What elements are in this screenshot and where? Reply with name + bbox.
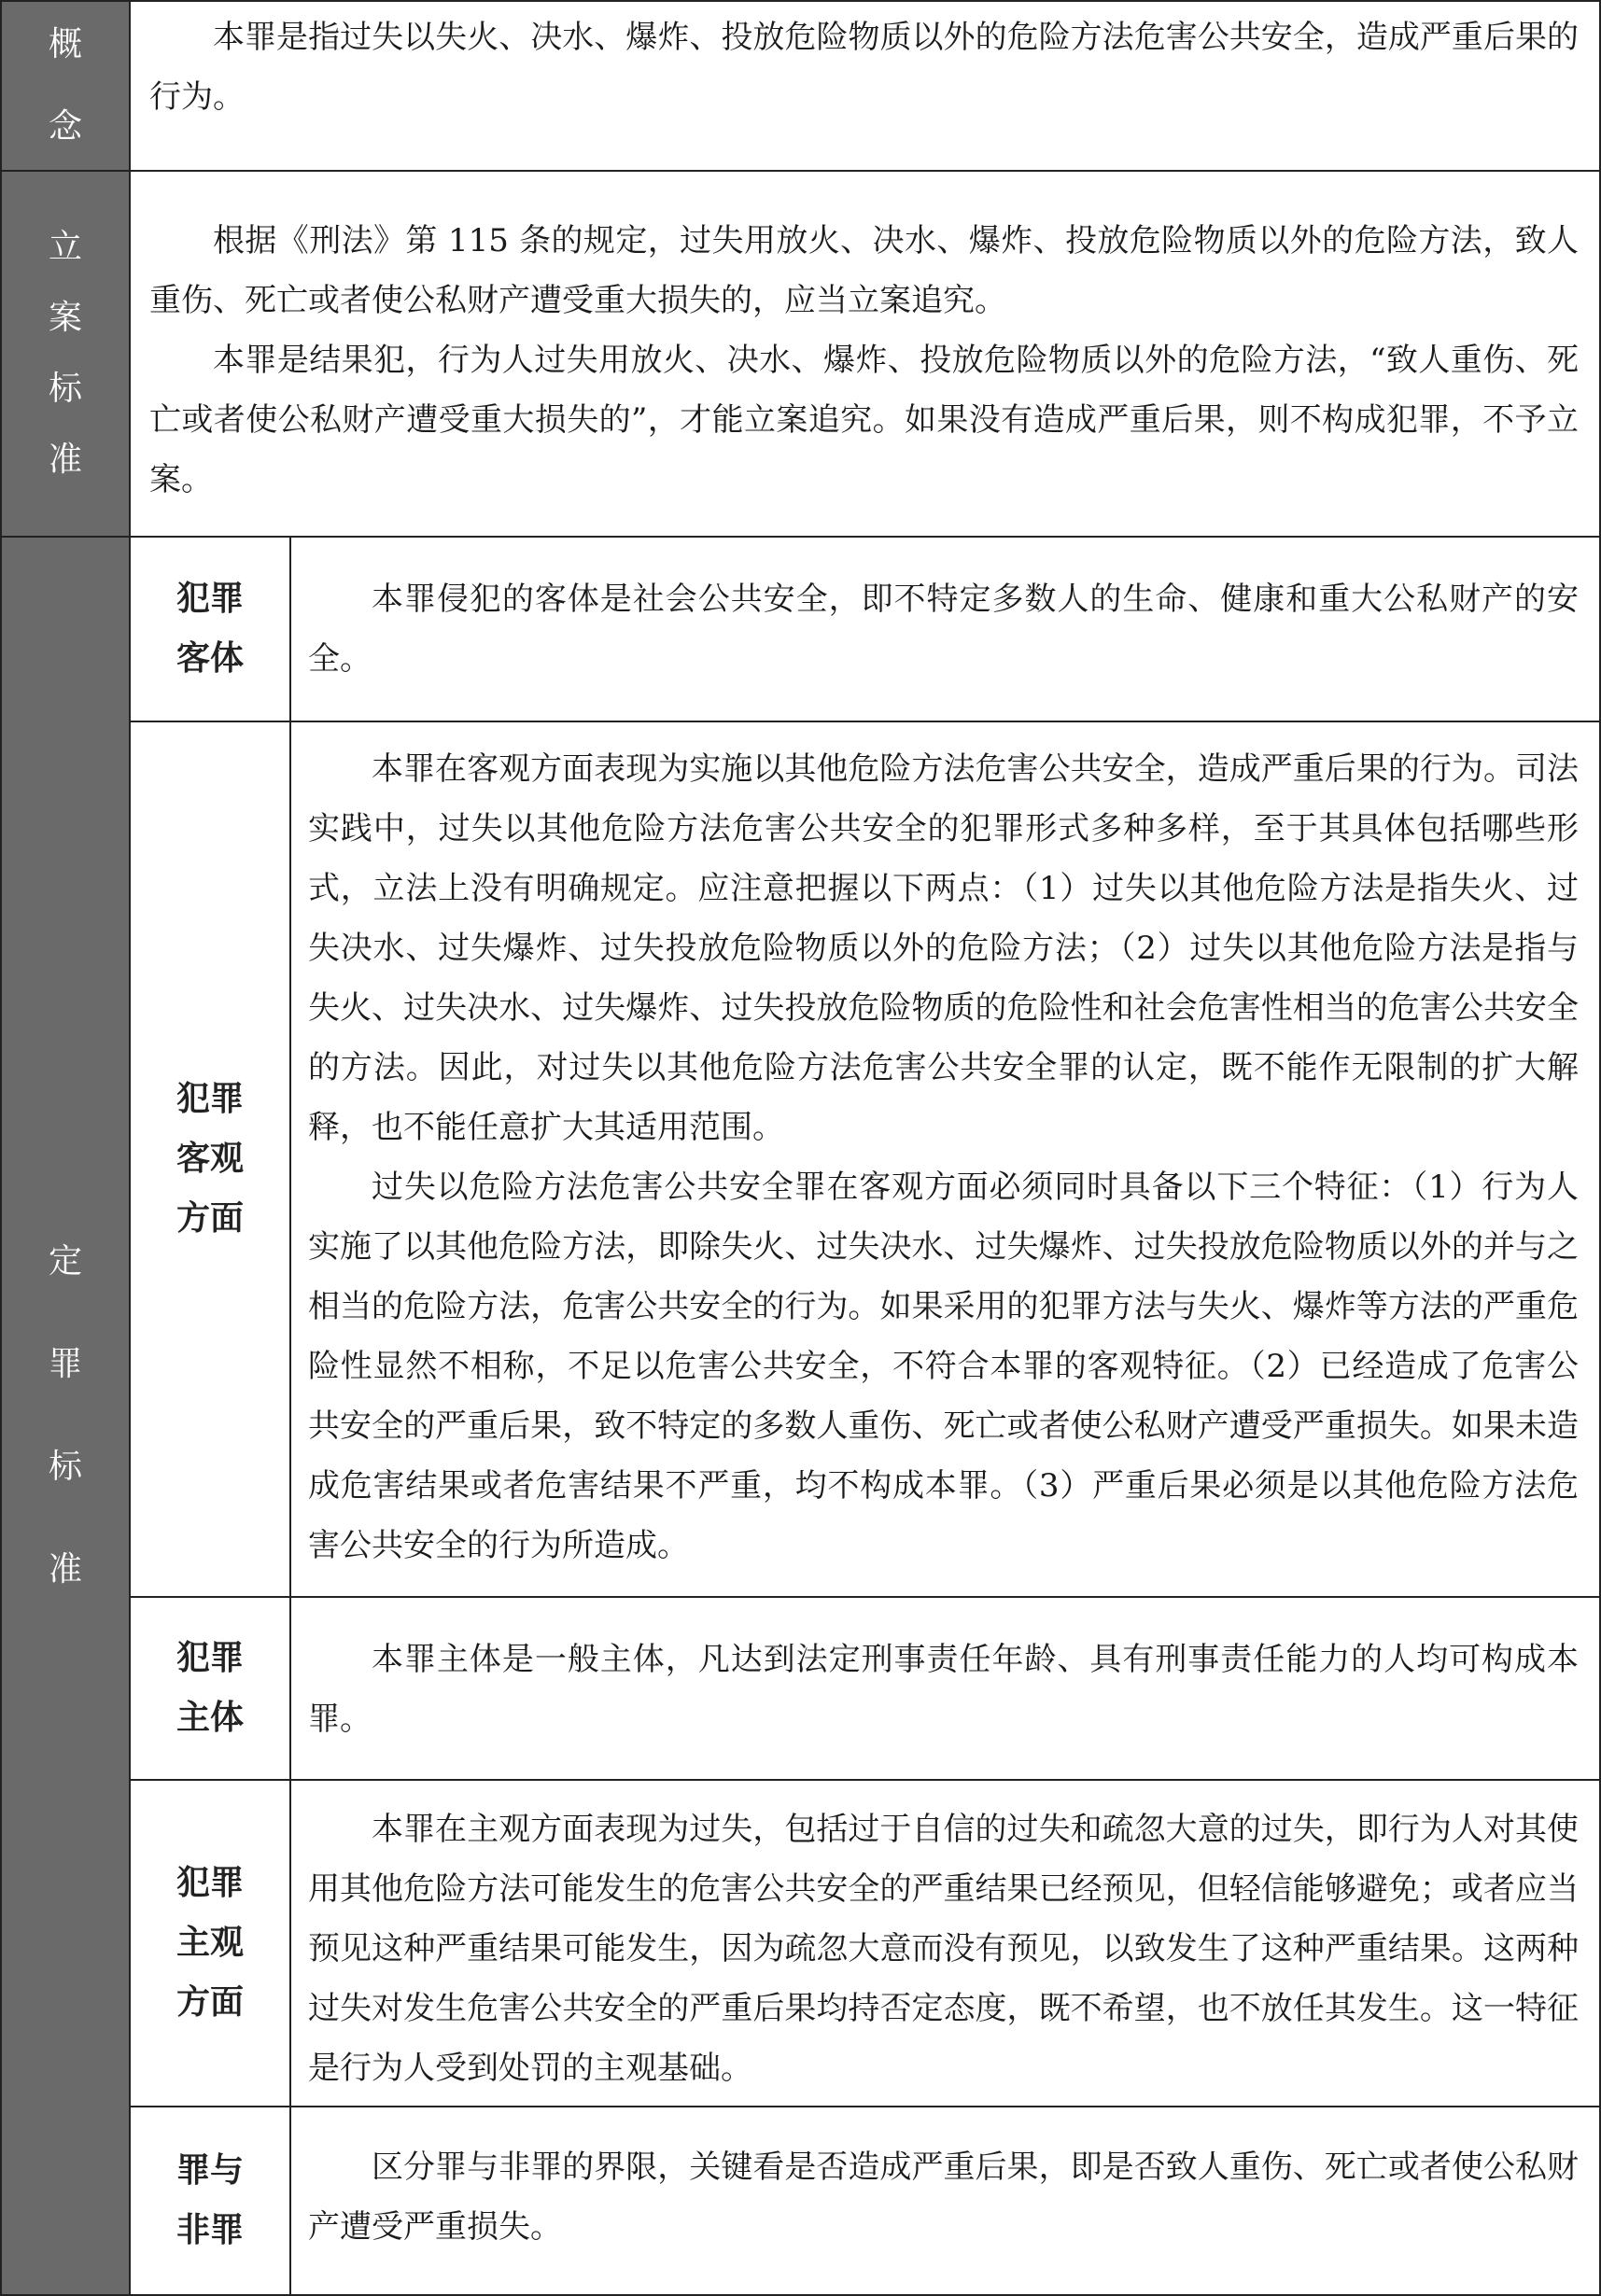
label-crime-subject (131, 1598, 289, 1779)
filing-paragraph-1: 根据《刑法》第 115 条的规定，过失用放火、决水、爆炸、投放危险物质以外的危险方法，致人重伤、死亡或者使公私财产遭受重大损失的，应当立案追究。 (149, 222, 1579, 319)
divider-vertical (129, 0, 131, 2296)
header-conviction-standard (2, 538, 129, 2294)
concept-paragraph-1: 本罪是指过失以失火、决水、爆炸、投放危险物质以外的危险方法危害公共安全，造成严重后果的行为。 (149, 19, 1579, 116)
filing-text (131, 211, 1599, 528)
header-char: 案 (48, 299, 82, 337)
objective-aspect-text (291, 739, 1599, 1592)
objective-aspect-paragraph-1: 本罪在客观方面表现为实施以其他危险方法危害公共安全，造成严重后果的行为。司法实践中，过失以其他危险方法危害公共安全的犯罪形式多种多样，至于其具体包括哪些形式，立法上没有明确规定。应注意把握以下两点：（1）过失以其他危险方法是指失火、过失决水、过失爆炸、过失投放危险物质以外的危险方法；（2）过失以其他危险方法是指与失火、过失决水、过失爆炸、过失投放危险物质的危险性和社会危害性相当的危害公共安全的方法。因此，对过失以其他危险方法危害公共安全罪的认定，既不能作无限制的扩大解释，也不能任意扩大其适用范围。 (308, 750, 1579, 1146)
label-objective-aspect (131, 722, 289, 1596)
label-line: 非罪 (176, 2211, 244, 2249)
divider-horizontal (129, 2106, 1601, 2107)
crime-object-paragraph-1: 本罪侵犯的客体是社会公共安全，即不特定多数人的生命、健康和重大公私财产的安全。 (308, 581, 1579, 678)
label-line: 犯罪 (176, 1639, 244, 1677)
label-subjective-aspect (131, 1781, 289, 2106)
crime-object-text (291, 569, 1599, 719)
label-crime-object (131, 538, 289, 721)
divider-horizontal (0, 536, 1601, 538)
concept-text (131, 7, 1599, 168)
divider-horizontal (129, 721, 1601, 722)
crime-vs-noncrime-text (291, 2137, 1599, 2292)
header-filing-standard (2, 172, 129, 536)
filing-paragraph-2: 本罪是结果犯，行为人过失用放火、决水、爆炸、投放危险物质以外的危险方法，“致人重伤、死亡或者使公私财产遭受重大损失的”，才能立案追究。如果没有造成严重后果，则不构成犯罪，不予立案。 (149, 342, 1579, 498)
header-concept (2, 2, 129, 170)
label-line: 犯罪 (176, 1080, 244, 1118)
subjective-aspect-paragraph-1: 本罪在主观方面表现为过失，包括过于自信的过失和疏忽大意的过失，即行为人对其使用其他危险方法可能发生的危害公共安全的严重结果已经预见，但轻信能够避免；或者应当预见这种严重结果可能发生，因为疏忽大意而没有预见，以致发生了这种严重结果。这两种过失对发生危害公共安全的严重后果均持否定态度，既不希望，也不放任其发生。这一特征是行为人受到处罚的主观基础。 (308, 1811, 1579, 2087)
label-line: 方面 (176, 1199, 244, 1238)
header-char: 罪 (48, 1345, 82, 1383)
crime-vs-noncrime-paragraph-1: 区分罪与非罪的界限，关键看是否造成严重后果，即是否致人重伤、死亡或者使公私财产遭受严重损失。 (308, 2149, 1579, 2246)
header-char: 立 (48, 228, 82, 266)
label-line: 客体 (176, 639, 244, 678)
subjective-aspect-text (291, 1799, 1599, 2104)
label-line: 犯罪 (176, 580, 244, 618)
divider-horizontal (129, 1779, 1601, 1781)
header-char: 定 (48, 1242, 82, 1281)
header-char: 准 (48, 1550, 82, 1589)
objective-aspect-paragraph-2: 过失以危险方法危害公共安全罪在客观方面必须同时具备以下三个特征：（1）行为人实施了以其他危险方法，即除失火、过失决水、过失爆炸、过失投放危险物质以外的并与之相当的危险方法，危害公共安全的行为。如果采用的犯罪方法与失火、爆炸等方法的严重危险性显然不相称，不足以危害公共安全，不符合本罪的客观特征。（2）已经造成了危害公共安全的严重后果，致不特定的多数人重伤、死亡或者使公私财产遭受严重损失。如果未造成危害结果或者危害结果不严重，均不构成本罪。（3）严重后果必须是以其他危险方法危害公共安全的行为所造成。 (308, 1169, 1579, 1564)
divider-horizontal (0, 170, 1601, 172)
divider-horizontal (129, 1596, 1601, 1598)
header-char: 标 (48, 1448, 82, 1486)
label-line: 方面 (176, 1983, 244, 2022)
header-char: 概 (48, 25, 82, 63)
divider-vertical (289, 537, 291, 2296)
header-char: 标 (48, 370, 82, 408)
crime-subject-text (291, 1630, 1599, 1777)
header-char: 念 (48, 107, 82, 146)
crime-subject-paragraph-1: 本罪主体是一般主体，凡达到法定刑事责任年龄、具有刑事责任能力的人均可构成本罪。 (308, 1641, 1579, 1738)
label-line: 主观 (176, 1924, 244, 1962)
label-line: 犯罪 (176, 1864, 244, 1902)
label-line: 主体 (176, 1699, 244, 1737)
label-line: 客观 (176, 1140, 244, 1178)
label-line: 罪与 (176, 2151, 244, 2190)
header-char: 准 (48, 441, 82, 479)
label-crime-vs-noncrime (131, 2107, 289, 2294)
